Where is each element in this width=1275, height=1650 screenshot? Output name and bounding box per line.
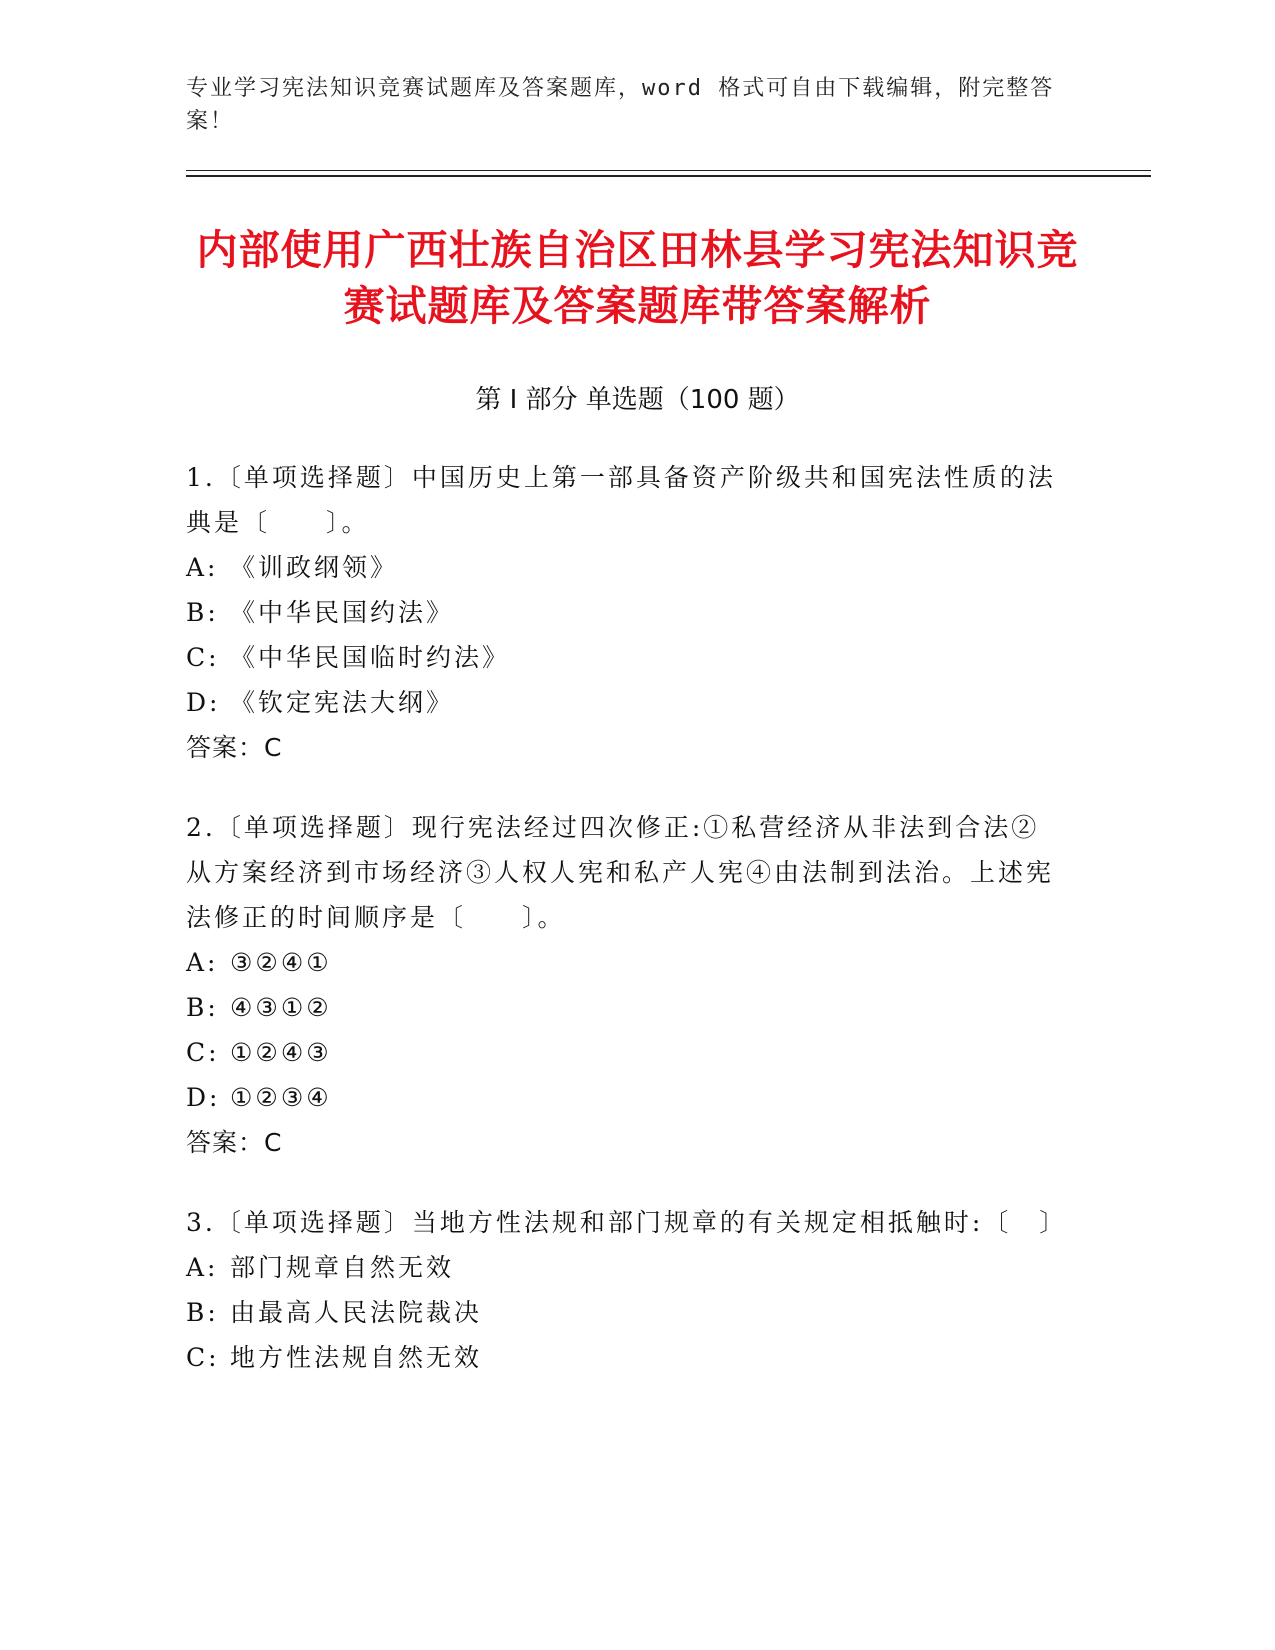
option-b	[186, 985, 1066, 1030]
question-1	[186, 455, 1066, 770]
option-key: C:	[186, 1343, 220, 1372]
option-c	[186, 1030, 1066, 1075]
option-d	[186, 680, 1066, 725]
header-divider-thick	[186, 175, 1151, 177]
option-key: C:	[186, 1038, 220, 1067]
option-key: A:	[186, 948, 219, 977]
header-note: 专业学习宪法知识竞赛试题库及答案题库，word 格式可自由下载编辑，附完整答案！	[186, 76, 1055, 134]
answer-line: 答案：C	[186, 733, 283, 762]
option-text: 《训政纲领》	[230, 553, 399, 582]
question-2	[186, 805, 1066, 1165]
option-key: D:	[186, 1083, 221, 1112]
option-text: 《钦定宪法大纲》	[230, 688, 455, 717]
option-a	[186, 545, 1066, 590]
option-key: B:	[186, 993, 219, 1022]
option-text: ①②③④	[230, 1083, 332, 1112]
answer-line: 答案：C	[186, 1128, 283, 1157]
option-text: ④③①②	[230, 993, 332, 1022]
option-text: 地方性法规自然无效	[230, 1343, 483, 1372]
option-c	[186, 635, 1066, 680]
option-text: ③②④①	[230, 948, 332, 977]
document-title: 内部使用广西壮族自治区田林县学习宪法知识竞赛试题库及答案题库带答案解析	[196, 226, 1079, 330]
option-text: 《中华民国约法》	[230, 598, 455, 627]
option-c	[186, 1335, 1066, 1380]
option-a	[186, 1245, 1066, 1290]
option-a	[186, 940, 1066, 985]
option-b	[186, 1290, 1066, 1335]
option-d	[186, 1075, 1066, 1120]
option-key: A:	[186, 553, 219, 582]
option-key: D:	[186, 688, 221, 717]
option-key: C:	[186, 643, 220, 672]
option-key: A:	[186, 1253, 219, 1282]
option-text: 《中华民国临时约法》	[230, 643, 511, 672]
option-text: ①②④③	[230, 1038, 332, 1067]
option-b	[186, 590, 1066, 635]
question-stem: 1.〔单项选择题〕中国历史上第一部具备资产阶级共和国宪法性质的法典是〔 〕。	[186, 463, 1056, 537]
option-key: B:	[186, 1298, 219, 1327]
question-3	[186, 1200, 1066, 1380]
header-divider-thin	[186, 170, 1151, 171]
option-key: B:	[186, 598, 219, 627]
section-title: 第 I 部分 单选题（100 题）	[475, 385, 800, 415]
option-text: 部门规章自然无效	[230, 1253, 455, 1282]
option-text: 由最高人民法院裁决	[230, 1298, 483, 1327]
question-stem: 2.〔单项选择题〕现行宪法经过四次修正:①私营经济从非法到合法②从方案经济到市场经济③人权人宪和私产人宪④由法制到法治。上述宪法修正的时间顺序是〔 〕。	[186, 813, 1055, 932]
question-stem: 3.〔单项选择题〕当地方性法规和部门规章的有关规定相抵触时:〔 〕	[186, 1208, 1068, 1237]
